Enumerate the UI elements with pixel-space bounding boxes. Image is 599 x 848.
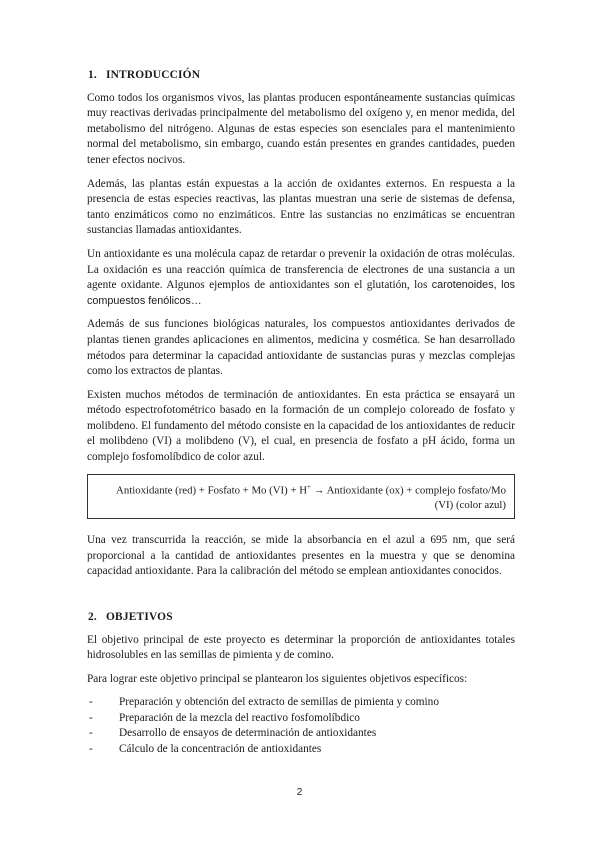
paragraph-text: Un antioxidante es una molécula capaz de retardar o prevenir la oxidación de otras moléculas. La oxidación es una reacción química de transferencia de electrones de una sustancia a un agente oxidante. Algunos ejemplos de antioxidantes son el glutatión, los	[87, 247, 515, 292]
section-title: OBJETIVOS	[106, 611, 173, 624]
list-item	[87, 711, 515, 727]
reaction-superscript: +	[307, 482, 311, 491]
examples-text: carotenoides, los compuestos fenólicos…	[87, 279, 515, 307]
page-number: 2	[296, 787, 303, 798]
reaction-equation-box	[87, 474, 515, 520]
list-item	[87, 695, 515, 711]
section-heading-objetivos	[87, 610, 515, 626]
arrow-icon: →	[313, 484, 325, 497]
list-item-text: Cálculo de la concentración de antioxidantes	[119, 742, 322, 755]
paragraph: Existen muchos métodos de terminación de antioxidantes. En esta práctica se ensayará un método espectrofotométrico basado en la formación de un complejo coloreado de fosfato y molibdeno. El fundamento del método consiste en la capacidad de los antioxidantes de reducir el molibdeno (VI) a molibdeno (V), el cual, en presencia de fosfato a pH ácido, forma un complejo fosfomolíbdico de color azul.	[87, 388, 515, 464]
objectives-list	[87, 695, 515, 757]
paragraph: Como todos los organismos vivos, las plantas producen espontáneamente sustancias químicas muy reactivas derivadas principalmente del metabolismo del oxígeno y, en menor medida, del metabolismo del nitrógeno. Algunas de estas especies son esenciales para el mantenimiento normal del metabolismo, sin embargo, cuando están presentes en grandes cantidades, pueden tener efectos nocivos.	[87, 91, 515, 166]
bullet-dash: -	[89, 742, 93, 755]
reaction-reactants: Antioxidante (red) + Fosfato + Mo (VI) + H	[116, 484, 308, 497]
paragraph: Una vez transcurrida la reacción, se mide la absorbancia en el azul a 695 nm, que será proporcional a la cantidad de antioxidantes presentes en la muestra y que se denomina capacidad antioxidante. Para la calibración del método se emplean antioxidantes conocidos.	[87, 534, 515, 578]
paragraph: Para lograr este objetivo principal se plantearon los siguientes objetivos específicos:	[87, 672, 468, 685]
section-number: 2.	[88, 611, 97, 624]
paragraph: Además de sus funciones biológicas naturales, los compuestos antioxidantes derivados de plantas tienen grandes aplicaciones en alimentos, medicina y cosmética. Se han desarrollado métodos para determinar la capacidad antioxidante de sustancias puras y mezclas complejas como los extractos de plantas.	[87, 318, 515, 378]
paragraph: Además, las plantas están expuestas a la acción de oxidantes externos. En respuesta a la presencia de estas especies reactivas, las plantas muestran una serie de sistemas de defensa, tanto enzimáticos como no enzimáticos. Entre las sustancias no enzimáticas se encuentran sustancias llamadas antioxidantes.	[87, 177, 515, 237]
bullet-dash: -	[89, 727, 93, 740]
list-item-text: Preparación y obtención del extracto de semillas de pimienta y comino	[119, 696, 439, 709]
section-heading-introduccion	[87, 68, 515, 84]
list-item	[87, 742, 515, 758]
section-number: 1.	[88, 69, 97, 81]
list-item-text: Preparación de la mezcla del reactivo fosfomolíbdico	[119, 711, 360, 724]
bullet-dash: -	[89, 711, 93, 724]
reaction-products: Antioxidante (ox) + complejo fosfato/Mo (VI) (color azul)	[326, 484, 506, 512]
section-title: INTRODUCCIÓN	[106, 69, 201, 81]
paragraph: El objetivo principal de este proyecto es determinar la proporción de antioxidantes totales hidrosolubles en las semillas de pimienta y de comino.	[87, 633, 515, 662]
paragraph	[87, 247, 515, 309]
list-item-text: Desarrollo de ensayos de determinación de antioxidantes	[119, 727, 377, 740]
bullet-dash: -	[89, 696, 93, 709]
list-item	[87, 726, 515, 742]
